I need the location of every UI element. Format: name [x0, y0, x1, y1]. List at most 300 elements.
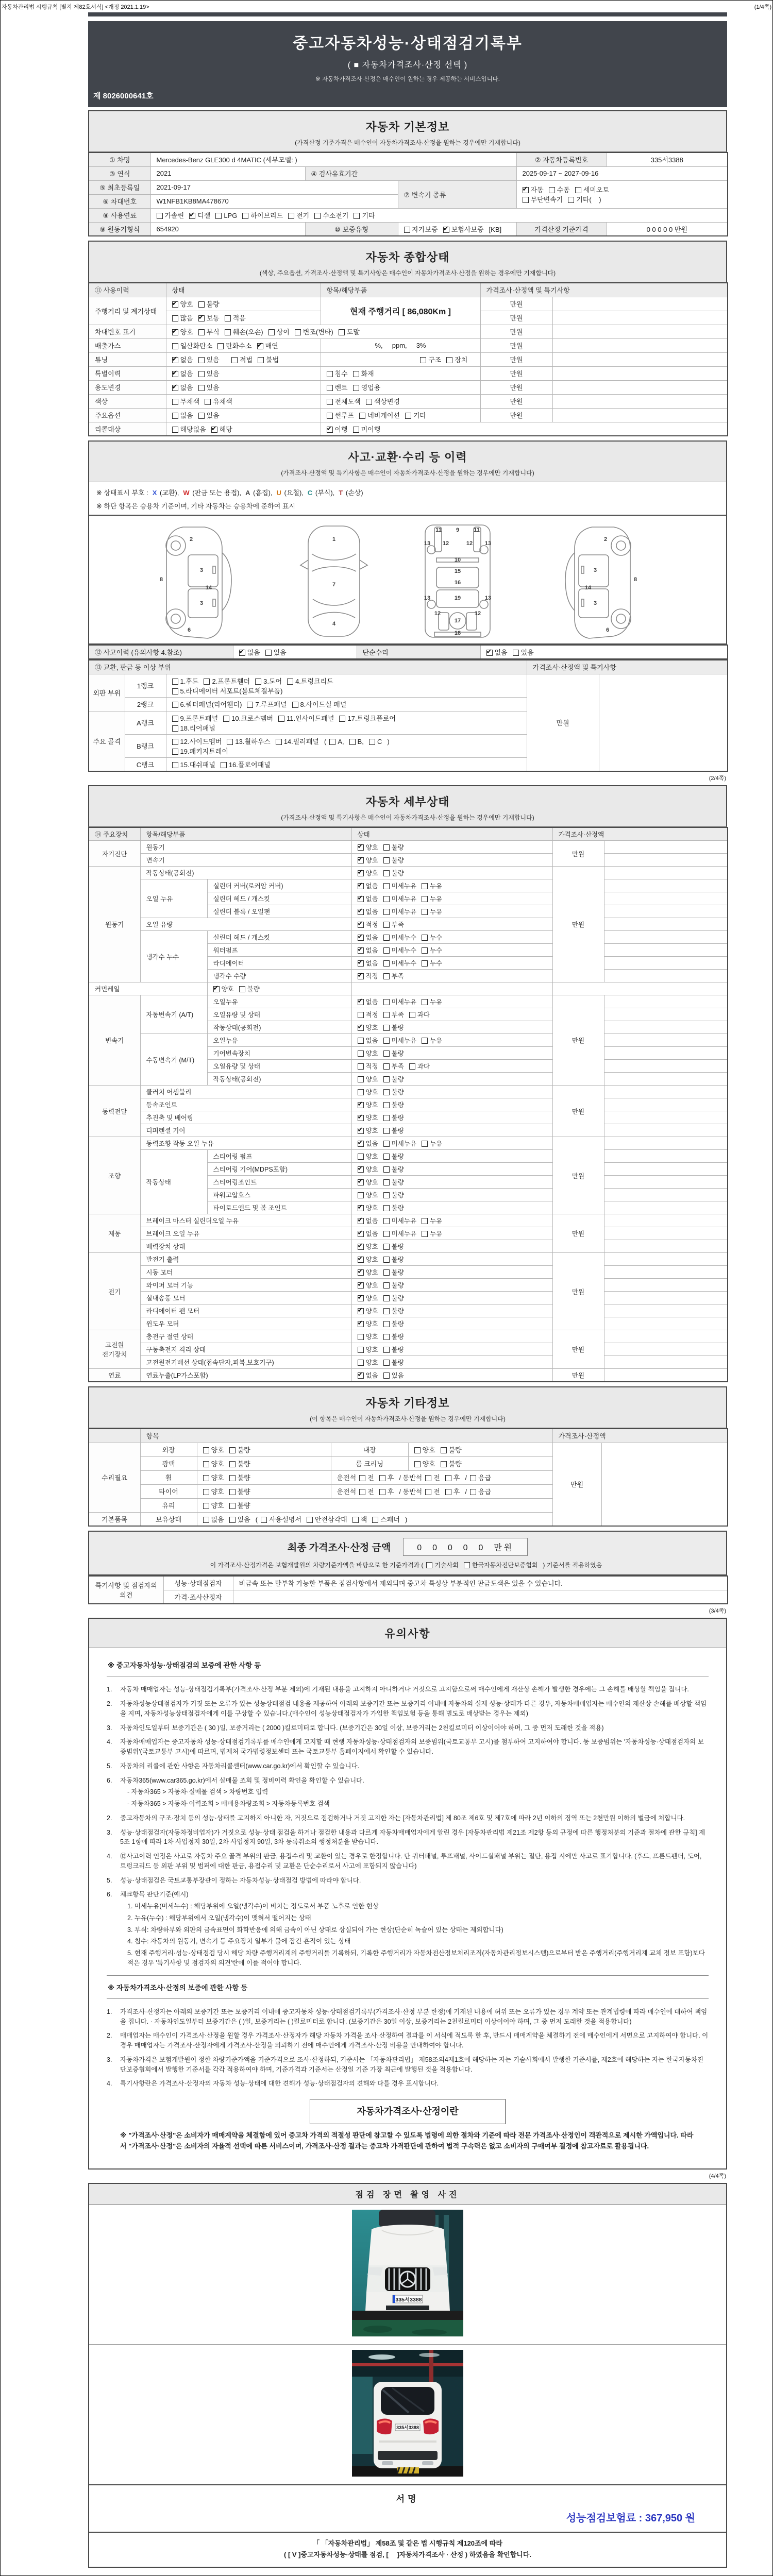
checkbox[interactable]	[358, 1282, 364, 1289]
checkbox-label: 전	[367, 1488, 374, 1496]
checkbox-label: 불량	[391, 1295, 404, 1302]
cell: 작동상태(공회전)	[140, 867, 351, 879]
cell	[351, 1137, 552, 1150]
checkbox[interactable]	[229, 1503, 236, 1509]
checkbox-label: 양호	[211, 1446, 224, 1454]
cell: 튜닝	[89, 352, 166, 366]
checkbox[interactable]	[358, 935, 364, 941]
checkbox[interactable]	[358, 896, 364, 902]
text-token: 이 가격조사·산정가격은 보험개발원의 차량기준가액을 바탕으로 한 기준가격과 (	[210, 1562, 424, 1569]
checkbox[interactable]	[358, 857, 364, 863]
checkbox[interactable]	[198, 301, 205, 308]
checkbox-option	[358, 1370, 378, 1380]
checkbox-label: 불량	[448, 1446, 462, 1454]
checkbox[interactable]	[383, 960, 390, 967]
checkbox[interactable]	[327, 427, 333, 433]
table-row	[89, 918, 728, 931]
checkbox[interactable]	[353, 385, 359, 391]
cell: 연료누출(LP가스포함)	[140, 1369, 351, 1382]
checkbox[interactable]	[172, 739, 178, 745]
checkbox-label: 양호	[365, 1050, 378, 1057]
checkbox[interactable]	[383, 1063, 390, 1070]
car-side-right-outline	[543, 522, 646, 640]
table-row	[89, 1369, 728, 1382]
checkbox[interactable]	[383, 1334, 390, 1340]
checkbox[interactable]	[217, 343, 224, 349]
checkbox[interactable]	[383, 1231, 390, 1237]
cell: 조향	[89, 1137, 140, 1214]
checkbox[interactable]	[422, 960, 428, 967]
checkbox[interactable]	[172, 357, 178, 363]
checkbox[interactable]	[383, 909, 390, 915]
checkbox[interactable]	[358, 1076, 364, 1082]
checkbox[interactable]	[278, 716, 284, 722]
checkbox-label: 누유	[429, 998, 443, 1006]
checkbox[interactable]	[383, 935, 390, 941]
checkbox[interactable]	[327, 385, 333, 391]
checkbox[interactable]	[445, 1475, 451, 1481]
panel-number: 12	[434, 611, 441, 617]
checkbox[interactable]	[203, 1461, 209, 1467]
checkbox[interactable]	[383, 1025, 390, 1031]
checkbox[interactable]	[358, 960, 364, 967]
checkbox[interactable]	[327, 413, 333, 419]
checkbox[interactable]	[358, 1141, 364, 1147]
checkbox[interactable]	[358, 1012, 364, 1018]
checkbox-label: 전	[433, 1488, 440, 1496]
checkbox[interactable]	[172, 385, 178, 391]
checkbox[interactable]	[422, 896, 428, 902]
checkbox[interactable]	[383, 999, 390, 1005]
checkbox[interactable]	[229, 1461, 236, 1467]
table-row	[89, 1227, 728, 1240]
checkbox-option	[358, 1087, 378, 1096]
table-row	[89, 1429, 728, 1443]
checkbox[interactable]	[172, 343, 178, 349]
checkbox-label: 불량	[391, 1308, 404, 1315]
checkbox-label: 양호	[365, 1166, 378, 1173]
checkbox[interactable]	[383, 1128, 390, 1134]
checkbox[interactable]	[213, 986, 220, 992]
checkbox[interactable]	[383, 1360, 390, 1366]
cell: 윈도우 모터	[140, 1317, 351, 1330]
checkbox[interactable]	[383, 1372, 390, 1379]
checkbox[interactable]	[268, 329, 275, 335]
checkbox[interactable]	[358, 909, 364, 915]
checkbox[interactable]	[383, 1205, 390, 1211]
checkbox-label: 있음	[206, 412, 220, 419]
checkbox[interactable]	[231, 357, 238, 363]
checkbox[interactable]	[339, 716, 345, 722]
checkbox[interactable]	[358, 1218, 364, 1224]
checkbox[interactable]	[198, 329, 205, 335]
checkbox[interactable]	[327, 399, 333, 405]
cell	[604, 1369, 728, 1382]
checkbox[interactable]	[420, 357, 426, 363]
checkbox[interactable]	[422, 1038, 428, 1044]
checkbox[interactable]	[172, 716, 178, 722]
checkbox[interactable]	[359, 413, 365, 419]
checkbox[interactable]	[358, 1179, 364, 1185]
checkbox[interactable]	[203, 1447, 209, 1453]
replaced-parts-table-grid	[88, 659, 728, 772]
checkbox[interactable]	[292, 702, 298, 708]
checkbox[interactable]	[172, 749, 178, 755]
checkbox[interactable]	[358, 1128, 364, 1134]
panel-number: 6	[606, 627, 610, 633]
checkbox-option	[359, 410, 400, 420]
checkbox[interactable]	[358, 1050, 364, 1057]
checkbox-label: 해당없음	[180, 425, 206, 433]
checkbox[interactable]	[549, 187, 555, 193]
checkbox-label: 불량	[391, 1333, 404, 1341]
checkbox[interactable]	[211, 427, 217, 433]
checkbox-option	[568, 194, 601, 204]
checkbox[interactable]	[383, 1269, 390, 1276]
checkbox-label: 미세누수	[391, 947, 416, 954]
checkbox[interactable]	[383, 1089, 390, 1095]
checkbox[interactable]	[172, 301, 178, 308]
checkbox[interactable]	[383, 1141, 390, 1147]
checkbox[interactable]	[198, 385, 205, 391]
checkbox[interactable]	[358, 1269, 364, 1276]
checkbox[interactable]	[523, 187, 529, 193]
checkbox[interactable]	[204, 679, 210, 685]
checkbox[interactable]	[383, 1050, 390, 1057]
checkbox-label: 없음	[180, 370, 193, 378]
checkbox-option	[358, 997, 378, 1006]
checkbox[interactable]	[172, 315, 178, 321]
checkbox[interactable]	[247, 702, 253, 708]
checkbox[interactable]	[369, 739, 375, 745]
checkbox[interactable]	[404, 227, 410, 233]
checkbox[interactable]	[383, 1244, 390, 1250]
checkbox[interactable]	[383, 1038, 390, 1044]
checkbox-label: 불량	[391, 1359, 404, 1366]
cell: 배력장치 상태	[140, 1240, 351, 1253]
table-row	[89, 660, 728, 674]
checkbox[interactable]	[172, 427, 178, 433]
checkbox[interactable]	[425, 1475, 431, 1481]
cell: 만원	[480, 408, 552, 422]
panel-number: 16	[454, 580, 461, 586]
form-subtitle: ( ■ 자동차가격조사·산정 선택 )	[347, 61, 468, 70]
checkbox[interactable]	[383, 844, 390, 851]
checkbox[interactable]	[242, 213, 248, 219]
checkbox[interactable]	[358, 1360, 364, 1366]
checkbox[interactable]	[327, 371, 333, 377]
checkbox[interactable]	[198, 315, 205, 321]
panel-number: 1	[332, 536, 336, 543]
checkbox-label: 불량	[237, 1502, 250, 1510]
checkbox[interactable]	[358, 1205, 364, 1211]
checkbox[interactable]	[383, 870, 390, 876]
checkbox[interactable]	[358, 1295, 364, 1301]
checkbox[interactable]	[383, 1347, 390, 1353]
checkbox[interactable]	[358, 999, 364, 1005]
checkbox[interactable]	[523, 197, 529, 203]
section-basic-info-title	[88, 110, 727, 152]
checkbox-label: 양호	[365, 1024, 378, 1031]
notice-item-text: 성능·상태점검은 국토교통부장관이 정하는 자동차성능·상태점검 방법에 따라야 합니다.	[120, 1876, 361, 1884]
checkbox[interactable]	[172, 413, 178, 419]
checkbox[interactable]	[265, 650, 272, 656]
checkbox[interactable]	[198, 413, 205, 419]
checkbox[interactable]	[227, 739, 233, 745]
checkbox-option	[172, 424, 206, 434]
checkbox-option	[358, 881, 378, 890]
checkbox[interactable]	[314, 213, 321, 219]
checkbox[interactable]	[223, 716, 229, 722]
checkbox[interactable]	[383, 1154, 390, 1160]
checkbox[interactable]	[358, 870, 364, 876]
checkbox[interactable]	[383, 1321, 390, 1327]
checkbox[interactable]	[383, 1308, 390, 1314]
checkbox[interactable]	[358, 1347, 364, 1353]
checkbox[interactable]	[414, 1447, 421, 1453]
notice-item	[107, 1814, 709, 1823]
checkbox[interactable]	[288, 213, 294, 219]
checkbox[interactable]	[353, 371, 359, 377]
checkbox[interactable]	[358, 1154, 364, 1160]
checkbox[interactable]	[339, 329, 345, 335]
checkbox-option	[358, 971, 378, 980]
table-row	[89, 325, 728, 338]
checkbox-label: 18.리어패널	[180, 724, 215, 732]
checkbox[interactable]	[358, 1192, 364, 1198]
checkbox[interactable]	[257, 343, 263, 349]
panel-number: 14	[205, 585, 212, 591]
checkbox[interactable]	[225, 329, 231, 335]
checkbox-label: 없음	[365, 1037, 378, 1044]
checkbox[interactable]	[354, 213, 360, 219]
checkbox[interactable]	[422, 947, 428, 954]
checkbox[interactable]	[358, 1025, 364, 1031]
checkbox[interactable]	[358, 1321, 364, 1327]
price-definition-box	[107, 2099, 709, 2155]
checkbox[interactable]	[203, 1517, 209, 1523]
checkbox[interactable]	[358, 1166, 364, 1173]
checkbox[interactable]	[441, 1461, 447, 1467]
checkbox[interactable]	[172, 679, 178, 685]
checkbox[interactable]	[379, 1475, 385, 1481]
checkbox[interactable]	[422, 909, 428, 915]
checkbox[interactable]	[358, 973, 364, 979]
checkbox[interactable]	[358, 883, 364, 889]
checkbox[interactable]	[383, 857, 390, 863]
checkbox-label: 일산화탄소	[180, 342, 213, 350]
checkbox[interactable]	[276, 739, 282, 745]
panel-number: 8	[633, 577, 637, 583]
checkbox-option	[379, 1486, 394, 1496]
checkbox[interactable]	[422, 1218, 428, 1224]
checkbox[interactable]	[358, 1244, 364, 1250]
checkbox-option	[383, 1255, 404, 1264]
checkbox[interactable]	[358, 1308, 364, 1314]
price-definition-text: ※ "가격조사·산정"은 소비자가 매매계약을 체결함에 있어 중고차 가격의 적절성 판단에 참고할 수 있도록 법령에 의한 절차와 기준에 따라 전문 가격조사·산정인이 객관적으로 제시한 가액입니다. 따라서 "가격조사·산정"은 소비자의 자율적 선택에 따른 서비스이며, 가격조사·산정 결과는 중고차 가격판단에 관하여 법적 구속력은 없고 소비자의 구매여부 결정에 참고자료로 활용됩니다.	[120, 2131, 694, 2150]
checkbox[interactable]	[470, 1489, 476, 1495]
checkbox[interactable]	[203, 1475, 209, 1481]
checkbox-label: 없음	[180, 384, 193, 392]
checkbox[interactable]	[295, 329, 301, 335]
notice-item	[107, 1776, 709, 1809]
checkbox[interactable]	[409, 1012, 415, 1018]
checkbox[interactable]	[383, 1192, 390, 1198]
checkbox-option	[470, 1472, 491, 1482]
cell: 비금속 또는 탈부착 가능한 부품은 점검사항에서 제외되며 중고차 특성상 부분적인 판금도색은 있을 수 있습니다.	[233, 1576, 728, 1590]
checkbox[interactable]	[445, 1489, 451, 1495]
cell	[552, 366, 728, 380]
cell	[351, 1253, 552, 1266]
checkbox[interactable]	[383, 973, 390, 979]
cell	[604, 1086, 728, 1098]
checkbox[interactable]	[358, 1115, 364, 1121]
checkbox[interactable]	[383, 1166, 390, 1173]
checkbox[interactable]	[225, 315, 231, 321]
diagram-top-view	[295, 522, 373, 640]
checkbox[interactable]	[215, 213, 222, 219]
checkbox[interactable]	[358, 1257, 364, 1263]
section-subtitle: (가격조사·산정액 및 특기사항은 매수인이 자동차가격조사·산정을 원하는 경우에만 기재합니다)	[281, 814, 534, 821]
checkbox[interactable]	[383, 1257, 390, 1263]
checkbox[interactable]	[172, 725, 178, 732]
checkbox[interactable]	[422, 1141, 428, 1147]
checkbox[interactable]	[189, 213, 195, 219]
checkbox[interactable]	[358, 1089, 364, 1095]
checkbox[interactable]	[358, 947, 364, 954]
checkbox[interactable]	[157, 213, 163, 219]
cell: 만원	[552, 1369, 604, 1382]
checkbox[interactable]	[229, 1475, 236, 1481]
checkbox[interactable]	[258, 357, 264, 363]
checkbox[interactable]	[383, 1282, 390, 1289]
checkbox[interactable]	[422, 883, 428, 889]
checkbox[interactable]	[383, 1115, 390, 1121]
inspection-fee: 성능점검보험료 : 367,950 원	[566, 2512, 695, 2524]
checkbox[interactable]	[358, 1038, 364, 1044]
checkbox[interactable]	[198, 371, 205, 377]
checkbox[interactable]	[441, 1447, 447, 1453]
table-row	[89, 1330, 728, 1343]
checkbox[interactable]	[329, 739, 335, 745]
notice-item-number: 4.	[107, 1853, 112, 1860]
checkbox[interactable]	[203, 1489, 209, 1495]
checkbox[interactable]	[358, 1102, 364, 1108]
checkbox[interactable]	[383, 947, 390, 954]
checkbox[interactable]	[409, 1063, 415, 1070]
checkbox[interactable]	[229, 1489, 236, 1495]
checkbox[interactable]	[486, 650, 493, 656]
checkbox[interactable]	[261, 1517, 267, 1523]
checkbox[interactable]	[172, 702, 178, 708]
checkbox-option	[231, 354, 253, 364]
checkbox[interactable]	[172, 371, 178, 377]
checkbox[interactable]	[568, 197, 574, 203]
checkbox[interactable]	[383, 922, 390, 928]
checkbox[interactable]	[172, 688, 178, 694]
checkbox[interactable]	[172, 329, 178, 335]
checkbox[interactable]	[366, 399, 372, 405]
checkbox[interactable]	[307, 1517, 313, 1523]
checkbox[interactable]	[358, 1372, 364, 1379]
cell	[197, 1484, 331, 1498]
table-row	[89, 222, 728, 236]
checkbox[interactable]	[358, 1334, 364, 1340]
checkbox[interactable]	[172, 762, 178, 768]
checkbox-option	[422, 881, 442, 890]
checkbox-label: 누유	[429, 883, 443, 890]
checkbox[interactable]	[383, 1179, 390, 1185]
checkbox[interactable]	[358, 1063, 364, 1070]
checkbox[interactable]	[172, 399, 178, 405]
checkbox-option	[383, 1010, 404, 1019]
checkbox[interactable]	[464, 1562, 470, 1568]
cell: 원동기	[140, 841, 351, 854]
cell: 만원	[527, 674, 599, 771]
checkbox-label: 전	[367, 1474, 374, 1482]
checkbox-option	[358, 1358, 378, 1367]
checkbox[interactable]	[414, 1461, 421, 1467]
checkbox[interactable]	[255, 679, 261, 685]
checkbox[interactable]	[513, 650, 519, 656]
checkbox[interactable]	[198, 357, 205, 363]
checkbox[interactable]	[287, 679, 293, 685]
checkbox[interactable]	[383, 1102, 390, 1108]
checkbox[interactable]	[405, 413, 411, 419]
checkbox[interactable]	[353, 427, 359, 433]
checkbox-label: 불량	[237, 1474, 250, 1482]
checkbox[interactable]	[383, 896, 390, 902]
checkbox[interactable]	[239, 650, 245, 656]
checkbox[interactable]	[422, 999, 428, 1005]
checkbox[interactable]	[229, 1517, 236, 1523]
checkbox[interactable]	[575, 187, 581, 193]
checkbox-option	[213, 984, 234, 993]
checkbox[interactable]	[359, 1475, 365, 1481]
checkbox[interactable]	[422, 1231, 428, 1237]
checkbox[interactable]	[425, 1489, 431, 1495]
checkbox[interactable]	[358, 844, 364, 851]
checkbox[interactable]	[422, 935, 428, 941]
checkbox[interactable]	[383, 1076, 390, 1082]
checkbox[interactable]	[383, 1012, 390, 1018]
checkbox[interactable]	[379, 1489, 385, 1495]
checkbox[interactable]	[426, 1562, 432, 1568]
checkbox[interactable]	[352, 1517, 359, 1523]
notice-heading-1: ※ 중고자동차성능·상태점검의 보증에 관한 사항 등	[107, 1657, 709, 1676]
checkbox[interactable]	[358, 922, 364, 928]
checkbox[interactable]	[383, 1218, 390, 1224]
header-cell: 가격조사·산정액	[552, 1429, 728, 1443]
checkbox[interactable]	[349, 739, 356, 745]
checkbox[interactable]	[205, 399, 211, 405]
checkbox[interactable]	[383, 883, 390, 889]
checkbox[interactable]	[221, 762, 227, 768]
checkbox[interactable]	[203, 1503, 209, 1509]
cell	[604, 1317, 728, 1330]
checkbox[interactable]	[372, 1517, 378, 1523]
checkbox[interactable]	[443, 227, 449, 233]
checkbox[interactable]	[470, 1475, 476, 1481]
checkbox[interactable]	[358, 1231, 364, 1237]
checkbox[interactable]	[359, 1489, 365, 1495]
cell	[197, 1443, 331, 1456]
checkbox[interactable]	[446, 357, 452, 363]
checkbox[interactable]	[383, 1295, 390, 1301]
checkbox-label: 없음	[365, 947, 378, 954]
checkbox[interactable]	[229, 1447, 236, 1453]
checkbox[interactable]	[239, 986, 245, 992]
